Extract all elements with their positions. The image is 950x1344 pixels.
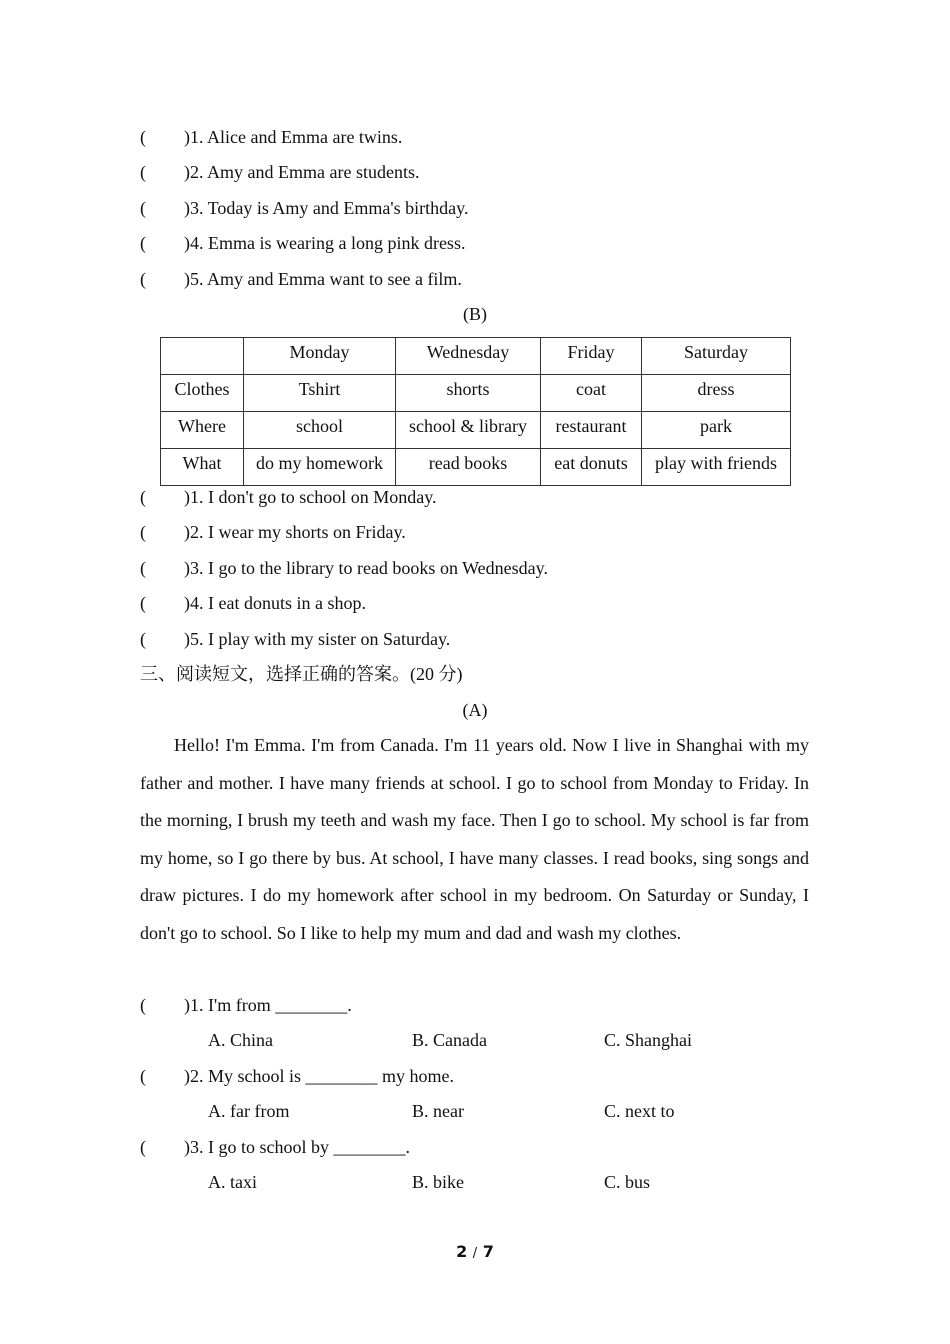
table-cell: school & library [396, 412, 541, 449]
answer-blank[interactable]: ( [140, 593, 146, 613]
table-header-cell: Monday [244, 338, 396, 375]
option-c[interactable]: C. bus [604, 1172, 651, 1192]
table-header-cell [161, 338, 244, 375]
question-a4 [140, 231, 465, 255]
option-b[interactable]: B. Canada [412, 1030, 487, 1050]
option-b[interactable]: B. near [412, 1101, 464, 1121]
table-cell: restaurant [541, 412, 642, 449]
answer-blank[interactable]: ( [140, 233, 146, 253]
table-cell: school [244, 412, 396, 449]
table-row [161, 412, 791, 449]
total-pages: 7 [482, 1242, 494, 1261]
question-text: )3. Today is Amy and Emma's birthday. [184, 198, 469, 218]
table-cell: dress [642, 375, 791, 412]
part-three-heading: 三、阅读短文，选择正确的答案。(20 分) [140, 664, 463, 684]
question-b1 [140, 485, 437, 509]
option-a[interactable]: A. far from [208, 1101, 290, 1121]
option-c[interactable]: C. Shanghai [604, 1030, 692, 1050]
mc-question-2 [140, 1064, 454, 1088]
table-cell: Where [161, 412, 244, 449]
table-cell: shorts [396, 375, 541, 412]
reading-passage: Hello! I'm Emma. I'm from Canada. I'm 11 years old. Now I live in Shanghai with my father and mother. I have many friends at school. I go to school from Monday to Friday. In the morning, I brush my teeth and wash my face. Then I go to school. My school is far from my home, so I go there by bus. At school, I have many classes. I read books, sing songs and draw pictures. I do my homework after school in my bedroom. On Saturday or Sunday, I don't go to school. So I like to help my mum and dad and wash my clothes. [140, 735, 809, 943]
table-row [161, 449, 791, 486]
table-cell: Clothes [161, 375, 244, 412]
question-text: )4. Emma is wearing a long pink dress. [184, 233, 466, 253]
current-page: 2 [456, 1242, 468, 1261]
table-header-row [161, 338, 791, 375]
question-text: )3. I go to the library to read books on Wednesday. [184, 558, 548, 578]
question-b2 [140, 520, 406, 544]
question-text: )1. I don't go to school on Monday. [184, 487, 437, 507]
answer-blank[interactable]: ( [140, 162, 146, 182]
question-text: )1. I'm from ________. [184, 995, 352, 1015]
question-a1 [140, 125, 402, 149]
answer-blank[interactable]: ( [140, 1137, 146, 1157]
table-cell: park [642, 412, 791, 449]
question-b4 [140, 591, 366, 615]
mc-question-1 [140, 993, 352, 1017]
table-cell: Tshirt [244, 375, 396, 412]
question-a5 [140, 267, 462, 291]
question-b3 [140, 556, 548, 580]
table-row [161, 375, 791, 412]
table-header-cell: Wednesday [396, 338, 541, 375]
table-header-cell: Saturday [642, 338, 791, 375]
answer-blank[interactable]: ( [140, 995, 146, 1015]
question-a2 [140, 160, 419, 184]
mc-question-3 [140, 1135, 410, 1159]
answer-blank[interactable]: ( [140, 629, 146, 649]
question-text: )4. I eat donuts in a shop. [184, 593, 366, 613]
answer-blank[interactable]: ( [140, 127, 146, 147]
page-separator: / [472, 1246, 478, 1261]
option-a[interactable]: A. taxi [208, 1172, 257, 1192]
table-cell: coat [541, 375, 642, 412]
question-text: )3. I go to school by ________. [184, 1137, 410, 1157]
answer-blank[interactable]: ( [140, 522, 146, 542]
part-three-label: (A) [462, 700, 488, 720]
table-cell: read books [396, 449, 541, 486]
table-header-cell: Friday [541, 338, 642, 375]
question-text: )2. I wear my shorts on Friday. [184, 522, 406, 542]
table-cell: do my homework [244, 449, 396, 486]
table-cell: play with friends [642, 449, 791, 486]
answer-blank[interactable]: ( [140, 487, 146, 507]
table-cell: eat donuts [541, 449, 642, 486]
answer-blank[interactable]: ( [140, 558, 146, 578]
option-c[interactable]: C. next to [604, 1101, 675, 1121]
question-text: )5. Amy and Emma want to see a film. [184, 269, 462, 289]
question-b5 [140, 627, 450, 651]
answer-blank[interactable]: ( [140, 269, 146, 289]
option-b[interactable]: B. bike [412, 1172, 464, 1192]
question-text: )2. My school is ________ my home. [184, 1066, 454, 1086]
page-number [0, 1242, 950, 1261]
question-a3 [140, 196, 468, 220]
table-cell: What [161, 449, 244, 486]
answer-blank[interactable]: ( [140, 198, 146, 218]
question-text: )1. Alice and Emma are twins. [184, 127, 403, 147]
option-a[interactable]: A. China [208, 1030, 273, 1050]
section-b-label: (B) [463, 304, 487, 324]
answer-blank[interactable]: ( [140, 1066, 146, 1086]
question-text: )5. I play with my sister on Saturday. [184, 629, 451, 649]
schedule-table [160, 337, 791, 486]
question-text: )2. Amy and Emma are students. [184, 162, 420, 182]
